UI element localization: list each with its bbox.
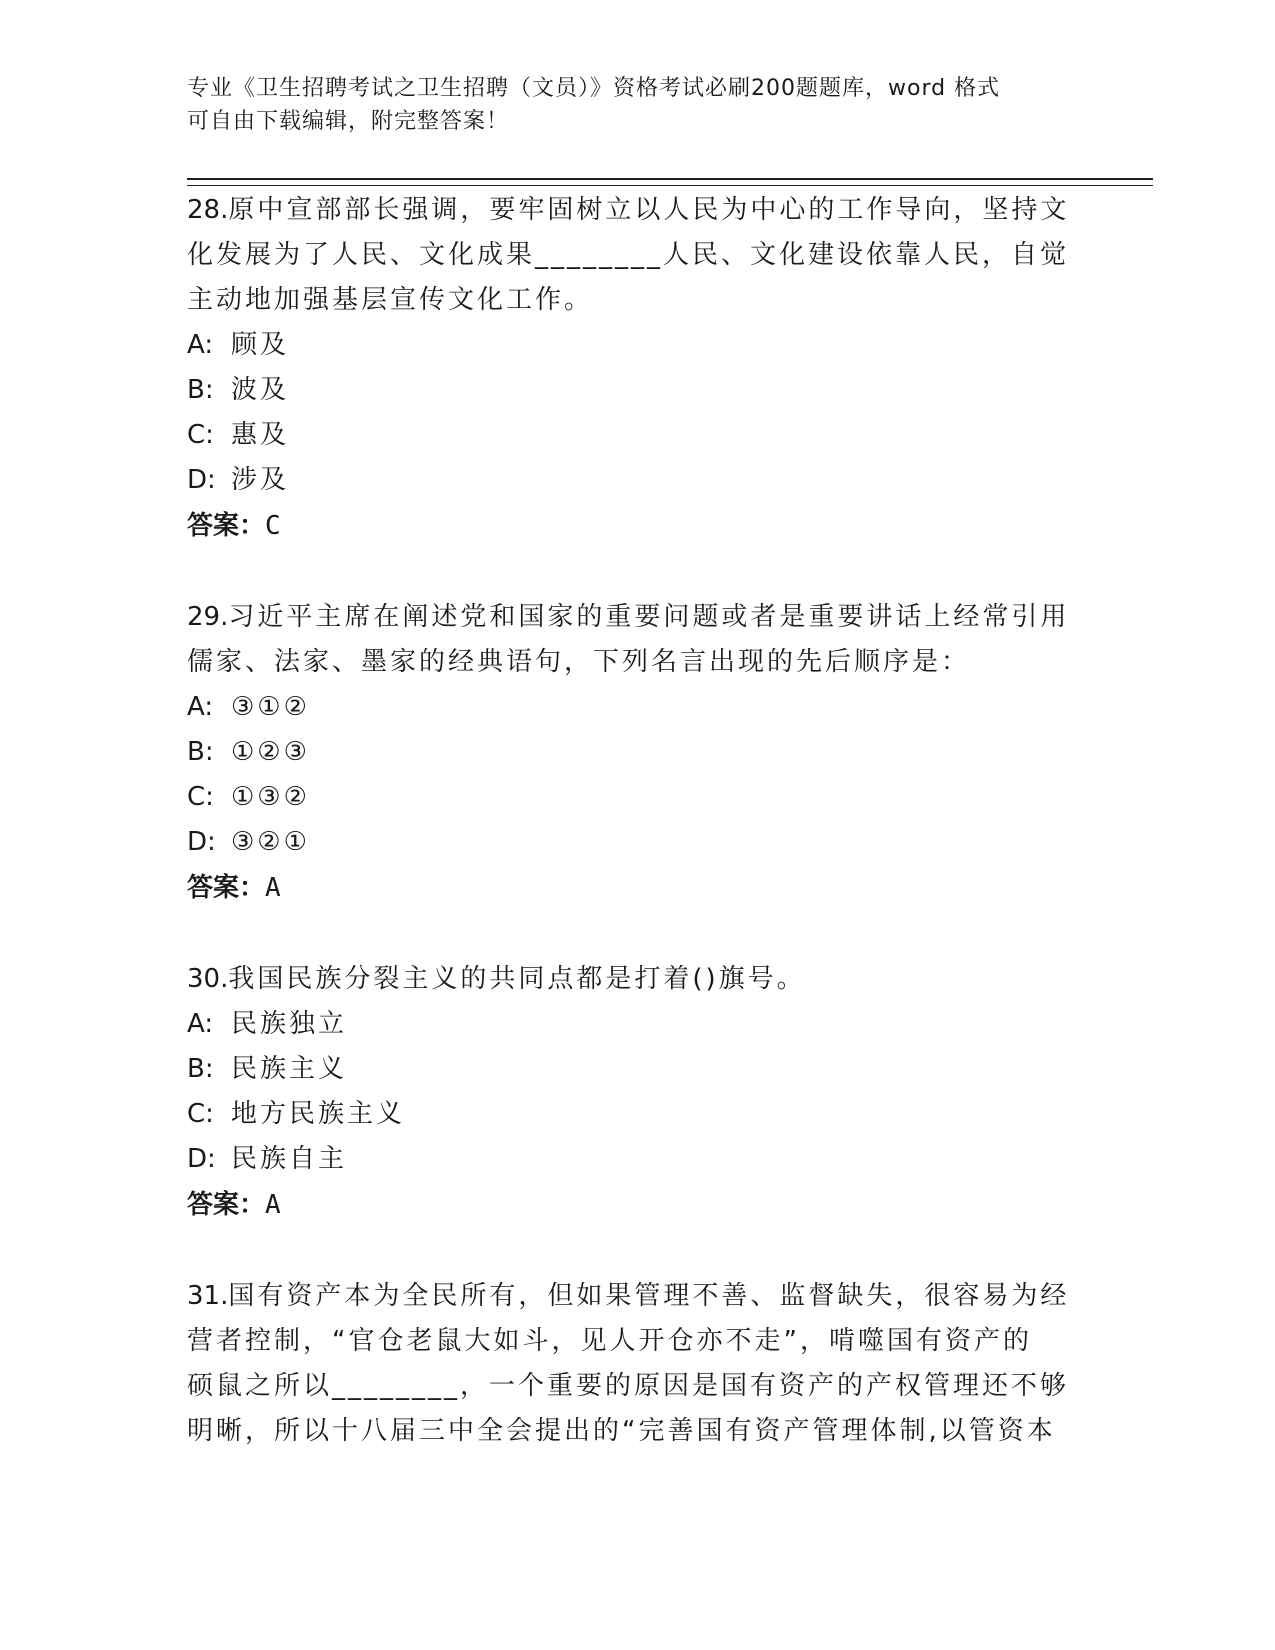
option-key: B: [187,375,214,405]
option-text: 波及 [231,375,290,405]
option-c [187,775,1087,820]
option-text: 惠及 [231,420,290,450]
answer [187,1182,1087,1228]
option-text: ③②① [231,827,310,857]
question-line: 化发展为了人民、文化成果________人民、文化建设依靠人民，自觉 [187,240,1070,270]
question-29 [187,595,1087,911]
option-d [187,458,1087,503]
option-key: D: [187,827,216,857]
question-line-text: 国有资产本为全民所有，但如果管理不善、监督缺失，很容易为经 [228,1281,1070,1311]
option-key: A: [187,330,214,360]
header-line-1: 专业《卫生招聘考试之卫生招聘（文员）》资格考试必刷200题题库，word 格式 [187,76,1001,101]
question-line [187,188,1087,233]
option-text: ③①② [231,692,310,722]
question-number: 28. [187,195,229,225]
question-line: 硕鼠之所以________，一个重要的原因是国有资产的产权管理还不够 [187,1371,1070,1401]
question-line: 营者控制，“官仓老鼠大如斗，见人开仓亦不走”，啃噬国有资产的 [187,1326,1032,1356]
option-b [187,1047,1087,1092]
option-a [187,323,1087,368]
answer-label: 答案： [187,1190,266,1220]
option-b [187,368,1087,413]
question-line [187,1274,1087,1319]
header-divider [187,178,1153,186]
question-number: 31. [187,1281,229,1311]
option-c [187,413,1087,458]
question-number: 29. [187,602,229,632]
option-text: 民族自主 [231,1144,348,1174]
question-text [187,188,1087,323]
option-key: A: [187,1009,214,1039]
question-list [187,188,1087,1500]
option-text: ①②③ [231,737,310,767]
answer [187,503,1087,549]
answer-label: 答案： [187,511,266,541]
document-header [187,72,1067,138]
answer [187,865,1087,911]
question-30 [187,957,1087,1228]
question-line-text: 习近平主席在阐述党和国家的重要问题或者是重要讲话上经常引用 [228,602,1070,632]
option-key: D: [187,465,216,495]
option-b [187,730,1087,775]
option-c [187,1092,1087,1137]
option-key: C: [187,420,214,450]
option-a [187,685,1087,730]
option-key: C: [187,782,214,812]
option-d [187,820,1087,865]
option-d [187,1137,1087,1182]
question-line: 主动地加强基层宣传文化工作。 [187,285,594,315]
option-key: D: [187,1144,216,1174]
question-number: 30. [187,964,229,994]
option-text: 顾及 [231,330,290,360]
option-key: B: [187,1054,214,1084]
question-31 [187,1274,1087,1454]
question-text [187,595,1087,685]
question-line: 明晰，所以十八届三中全会提出的“完善国有资产管理体制,以管资本 [187,1416,1056,1446]
answer-value: C [265,511,281,541]
option-text: 地方民族主义 [231,1099,406,1129]
option-text: 民族主义 [231,1054,348,1084]
question-28 [187,188,1087,549]
option-text: ①③② [231,782,310,812]
answer-value: A [265,873,281,903]
option-text: 民族独立 [231,1009,348,1039]
question-line: 儒家、法家、墨家的经典语句，下列名言出现的先后顺序是： [187,647,971,677]
question-line [187,957,1087,1002]
question-text [187,957,1087,1002]
option-a [187,1002,1087,1047]
answer-value: A [265,1190,281,1220]
question-text [187,1274,1087,1454]
option-key: B: [187,737,214,767]
option-key: C: [187,1099,214,1129]
question-line-text: 原中宣部部长强调，要牢固树立以人民为中心的工作导向，坚持文 [228,195,1070,225]
option-key: A: [187,692,214,722]
option-text: 涉及 [231,465,290,495]
question-line [187,595,1087,640]
answer-label: 答案： [187,873,266,903]
header-line-2: 可自由下载编辑，附完整答案！ [187,109,510,134]
question-line-text: 我国民族分裂主义的共同点都是打着()旗号。 [228,964,806,994]
